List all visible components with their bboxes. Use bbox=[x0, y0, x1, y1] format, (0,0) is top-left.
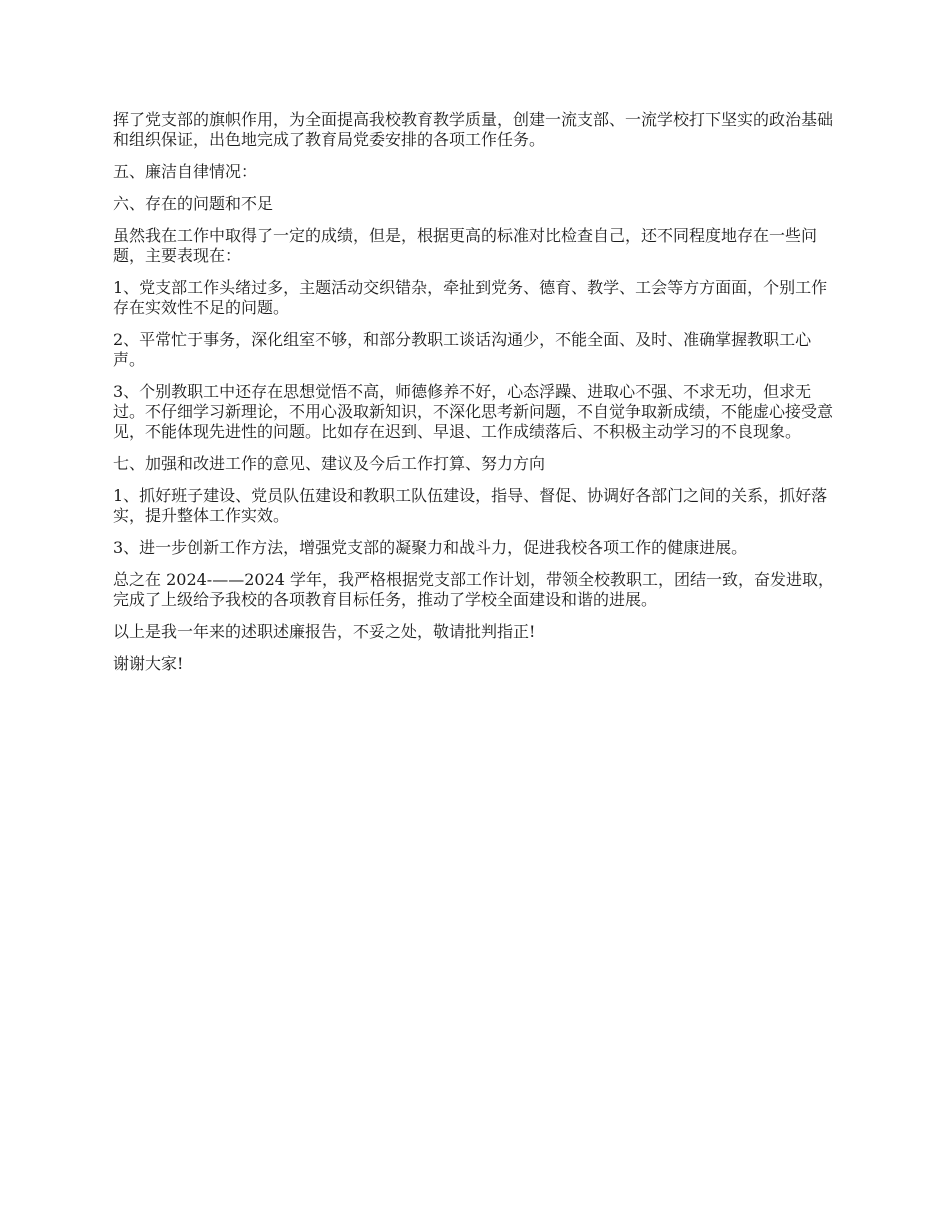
section-heading-integrity: 五、廉洁自律情况： bbox=[113, 162, 258, 181]
document-page bbox=[113, 110, 841, 686]
section-heading-improvement: 七、加强和改进工作的意见、建议及今后工作打算、努力方向 bbox=[113, 454, 546, 473]
paragraph-closing: 以上是我一年来的述职述廉报告，不妥之处，敬请批判指正! bbox=[113, 622, 536, 641]
section-heading-problems: 六、存在的问题和不足 bbox=[113, 194, 274, 213]
paragraph-problems-intro: 虽然我在工作中取得了一定的成绩，但是，根据更高的标准对比检查自己，还不同程度地存在一些问题，主要表现在： bbox=[113, 226, 818, 265]
paragraph-improvement-1: 1、抓好班子建设、党员队伍建设和教职工队伍建设，指导、督促、协调好各部门之间的关系，抓好落实，提升整体工作实效。 bbox=[113, 486, 828, 525]
paragraph-thanks: 谢谢大家! bbox=[113, 654, 184, 673]
paragraph-summary: 总之在 2024-——2024 学年，我严格根据党支部工作计划，带领全校教职工，团结一致，奋发进取，完成了上级给予我校的各项教育目标任务，推动了学校全面建设和谐的进展。 bbox=[113, 570, 835, 609]
paragraph-improvement-3: 3、进一步创新工作方法，增强党支部的凝聚力和战斗力，促进我校各项工作的健康进展。 bbox=[113, 538, 748, 557]
paragraph-continuation: 挥了党支部的旗帜作用，为全面提高我校教育教学质量，创建一流支部、一流学校打下坚实的政治基础和组织保证，出色地完成了教育局党委安排的各项工作任务。 bbox=[113, 110, 834, 149]
paragraph-problem-1: 1、党支部工作头绪过多，主题活动交织错杂，牵扯到党务、德育、教学、工会等方方面面，个别工作存在实效性不足的问题。 bbox=[113, 278, 828, 317]
paragraph-problem-3: 3、个别教职工中还存在思想觉悟不高，师德修养不好，心态浮躁、进取心不强、不求无功，但求无过。不仔细学习新理论，不用心汲取新知识，不深化思考新问题，不自觉争取新成绩，不能虚心接受意见，不能体现先进性的问题。比如存在迟到、早退、工作成绩落后、不积极主动学习的不良现象。 bbox=[113, 382, 834, 441]
paragraph-problem-2: 2、平常忙于事务，深化组室不够，和部分教职工谈话沟通少，不能全面、及时、准确掌握教职工心声。 bbox=[113, 330, 812, 369]
